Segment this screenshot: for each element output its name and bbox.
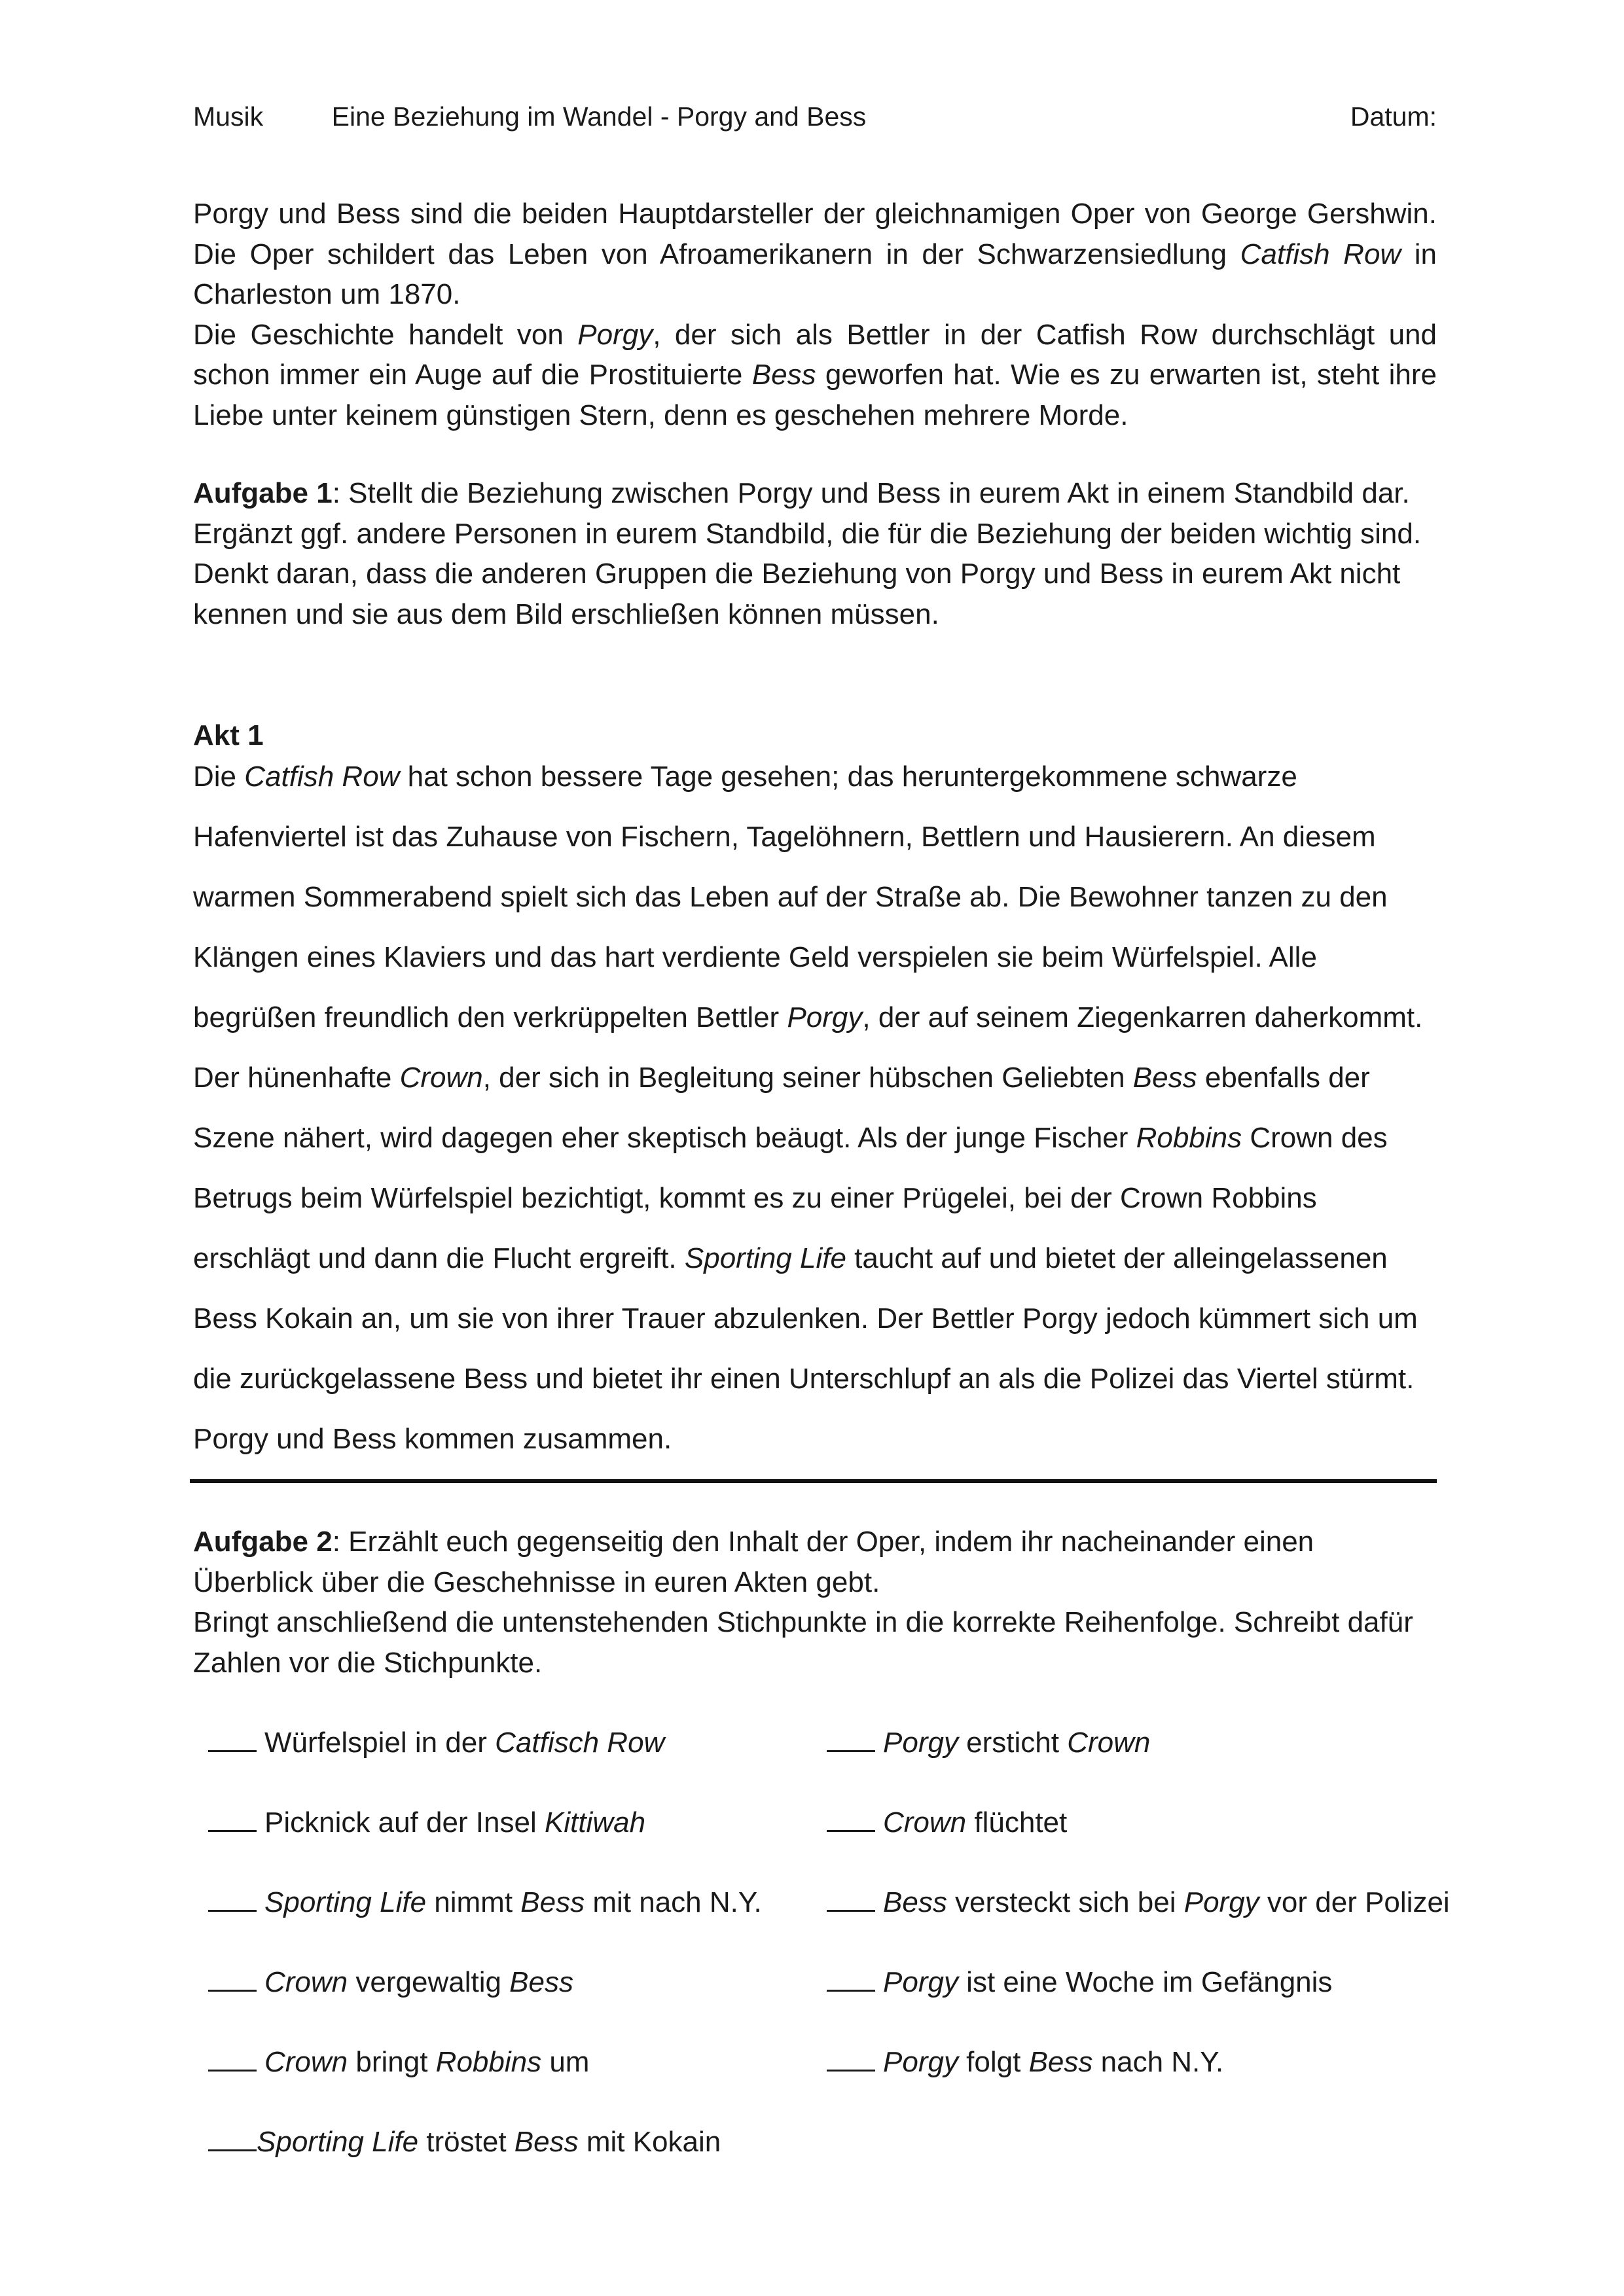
list-item: Porgy ersticht Crown [827, 1721, 1150, 1763]
list-item: Würfelspiel in der Catfisch Row [208, 1721, 664, 1763]
number-blank[interactable] [827, 2041, 875, 2072]
list-item: Crown flüchtet [827, 1801, 1067, 1842]
number-blank[interactable] [827, 1801, 875, 1832]
list-item: Picknick auf der Insel Kittiwah [208, 1801, 645, 1842]
number-blank[interactable] [827, 1721, 875, 1752]
task-2-instruction: Aufgabe 2: Erzählt euch gegenseitig den Inhalt der Oper, indem ihr nacheinander einen Überblick über die Geschehnisse in euren Akten gebt. [193, 1526, 1314, 1598]
list-item: Crown vergewaltig Bess [208, 1961, 573, 2002]
task-1 [193, 473, 1437, 634]
intro-paragraph-2: Die Geschichte handelt von Porgy, der sich als Bettler in der Catfish Row durchschlägt und schon immer ein Auge auf die Prostituierte Bess geworfen hat. Wie es zu erwarten ist, steht ihre Liebe unter keinem günstigen Stern, denn es geschehen mehrere Morde. [193, 318, 1437, 431]
number-blank[interactable] [827, 1961, 875, 1992]
header-subject: Musik [193, 101, 264, 132]
task-2-label: Aufgabe 2 [193, 1526, 333, 1558]
section-divider [190, 1479, 1437, 1483]
number-blank[interactable] [208, 1881, 257, 1912]
intro-paragraph-1: Porgy und Bess sind die beiden Hauptdarsteller der gleichnamigen Oper von George Gershwin. Die Oper schildert das Leben von Afroamerikanern in der Schwarzensiedlung Catfish Row in Charleston um 1870. [193, 198, 1437, 310]
list-item: Sporting Life tröstet Bess mit Kokain [208, 2121, 721, 2162]
task-1-label: Aufgabe 1 [193, 477, 333, 509]
number-blank[interactable] [827, 1881, 875, 1912]
task-1-instruction: Aufgabe 1: Stellt die Beziehung zwischen Porgy und Bess in eurem Akt in einem Standbild dar. Ergänzt ggf. andere Personen in eurem Standbild, die für die Beziehung der beiden wichtig sind. [193, 477, 1422, 550]
intro-section [193, 194, 1437, 435]
number-blank[interactable] [208, 1721, 257, 1752]
number-blank[interactable] [208, 2121, 257, 2151]
number-blank[interactable] [208, 1801, 257, 1832]
act-1-section [193, 715, 1437, 1469]
header-title: Eine Beziehung im Wandel - Porgy and Bess [331, 101, 867, 132]
task-1-note: Denkt daran, dass die anderen Gruppen die Beziehung von Porgy und Bess in eurem Akt nicht kennen und sie aus dem Bild erschließen können müssen. [193, 558, 1401, 630]
number-blank[interactable] [208, 2041, 257, 2072]
act-1-text: Die Catfish Row hat schon bessere Tage gesehen; das heruntergekommene schwarze Hafenviertel ist das Zuhause von Fischern, Tagelöhnern, Bettlern und Hausierern. An diesem warmen Sommerabend spielt sich das Leben auf der Straße ab. Die Bewohner tanzen zu den Klängen eines Klaviers und das hart verdiente Geld verspielen sie beim Würfelspiel. Alle begrüßen freundlich den verkrüppelten Bettler Porgy, der auf seinem Ziegenkarren daherkommt. Der hünenhafte Crown, der sich in Begleitung seiner hübschen Geliebten Bess ebenfalls der Szene nähert, wird dagegen eher skeptisch beäugt. Als der junge Fischer Robbins Crown des Betrugs beim Würfelspiel bezichtigt, kommt es zu einer Prügelei, bei der Crown Robbins erschlägt und dann die Flucht ergreift. Sporting Life taucht auf und bietet der alleingelassenen Bess Kokain an, um sie von ihrer Trauer abzulenken. Der Bettler Porgy jedoch kümmert sich um die zurückgelassene Bess und bietet ihr einen Unterschlupf an als die Polizei das Viertel stürmt. Porgy und Bess kommen zusammen. [193, 760, 1423, 1455]
task-2-note: Bringt anschließend die untenstehenden Stichpunkte in die korrekte Reihenfolge. Schreibt dafür Zahlen vor die Stichpunkte. [193, 1606, 1413, 1679]
number-blank[interactable] [208, 1961, 257, 1992]
act-1-heading: Akt 1 [193, 719, 264, 751]
page-header [193, 97, 1437, 136]
list-item: Crown bringt Robbins um [208, 2041, 589, 2082]
list-item: Porgy folgt Bess nach N.Y. [827, 2041, 1223, 2082]
task-2 [193, 1522, 1437, 1683]
header-date-label: Datum: [1350, 101, 1437, 132]
list-item: Sporting Life nimmt Bess mit nach N.Y. [208, 1881, 762, 1922]
list-item: Porgy ist eine Woche im Gefängnis [827, 1961, 1332, 2002]
list-item: Bess versteckt sich bei Porgy vor der Polizei [827, 1881, 1450, 1922]
